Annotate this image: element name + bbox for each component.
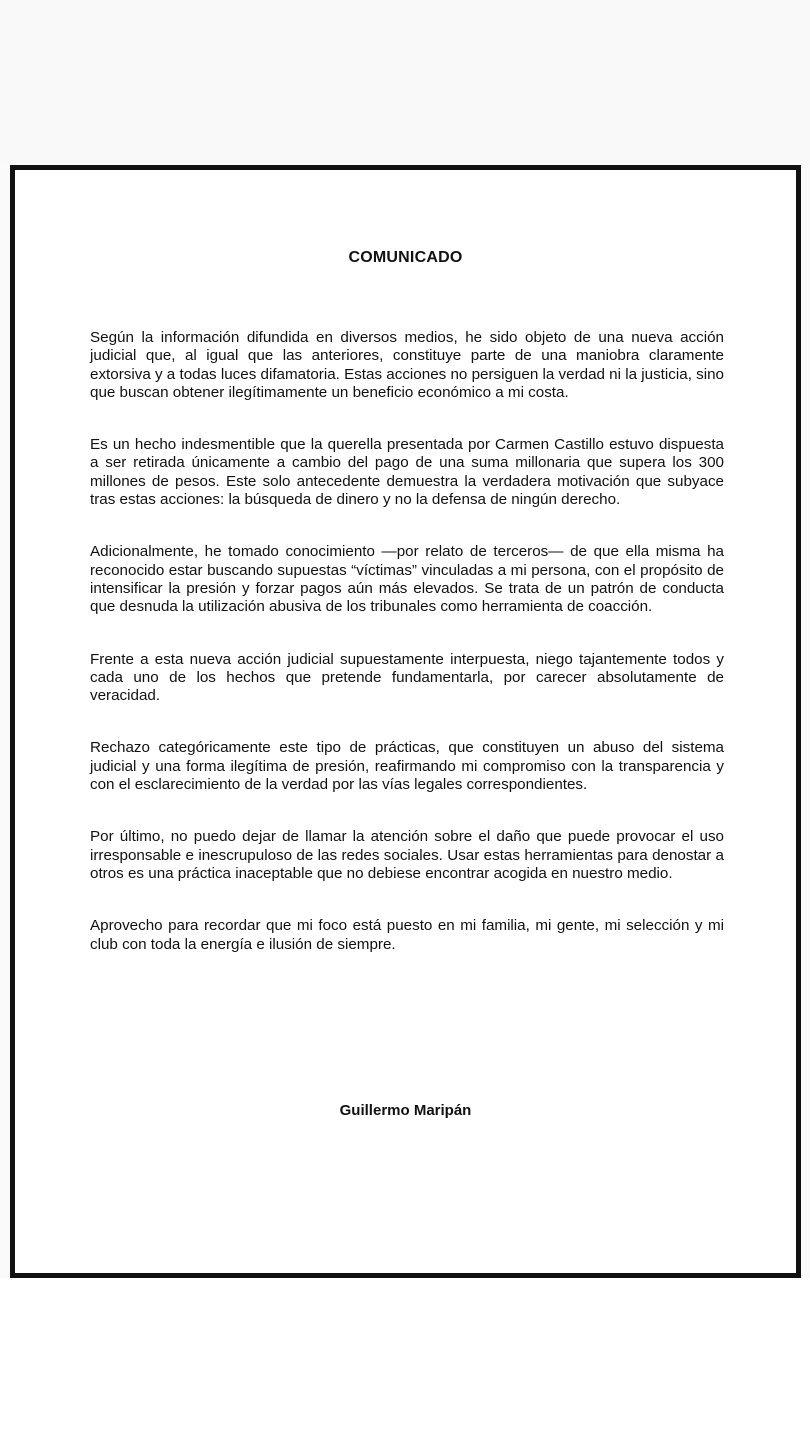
paragraph-4: Frente a esta nueva acción judicial supuestamente interpuesta, niego tajantemente todos y cada uno de los hechos que pretende fundamentarla, por carecer absolutamente de veracidad. bbox=[90, 650, 724, 705]
document-frame bbox=[10, 165, 801, 1278]
paragraph-6: Por último, no puedo dejar de llamar la atención sobre el daño que puede provocar el uso irresponsable e inescrupuloso de las redes sociales. Usar estas herramientas para denostar a otros es una práctica inaceptable que no debiese encontrar acogida en nuestro medio. bbox=[90, 828, 724, 882]
signature: Guillermo Maripán bbox=[339, 1102, 472, 1119]
paragraph-5: Rechazo categóricamente este tipo de prácticas, que constituyen un abuso del sistema judicial y una forma ilegítima de presión, reafirmando mi compromiso con la transparencia y con el esclarecimiento de la verdad por las vías legales correspondientes. bbox=[90, 739, 724, 794]
paragraph-7: Aprovecho para recordar que mi foco está puesto en mi familia, mi gente, mi selección y mi club con toda la energía e ilusión de siempre. bbox=[90, 917, 724, 953]
paragraph-2: Es un hecho indesmentible que la querella presentada por Carmen Castillo estuvo dispuesta a ser retirada únicamente a cambio del pago de una suma millonaria que supera los 300 millones de pesos. Este solo antecedente demuestra la verdadera motivación que subyace tras estas acciones: la búsqueda de dinero y no la defensa de ningún derecho. bbox=[90, 436, 724, 509]
paragraph-3: Adicionalmente, he tomado conocimiento —por relato de terceros— de que ella misma ha reconocido estar buscando supuestas “víctimas” vinculadas a mi persona, con el propósito de intensificar la presión y forzar pagos aún más elevados. Se trata de un patrón de conducta que desnuda la utilización abusiva de los tribunales como herramienta de coacción. bbox=[90, 543, 724, 616]
top-blank-area bbox=[0, 0, 810, 165]
document-title: COMUNICADO bbox=[348, 249, 463, 266]
document-body bbox=[90, 329, 724, 988]
bottom-blank-area bbox=[0, 1278, 810, 1440]
paragraph-1: Según la información difundida en diversos medios, he sido objeto de una nueva acción judicial que, al igual que las anteriores, constituye parte de una maniobra claramente extorsiva y a todas luces difamatoria. Estas acciones no persiguen la verdad ni la justicia, sino que buscan obtener ilegítimamente un beneficio económico a mi costa. bbox=[90, 329, 724, 401]
